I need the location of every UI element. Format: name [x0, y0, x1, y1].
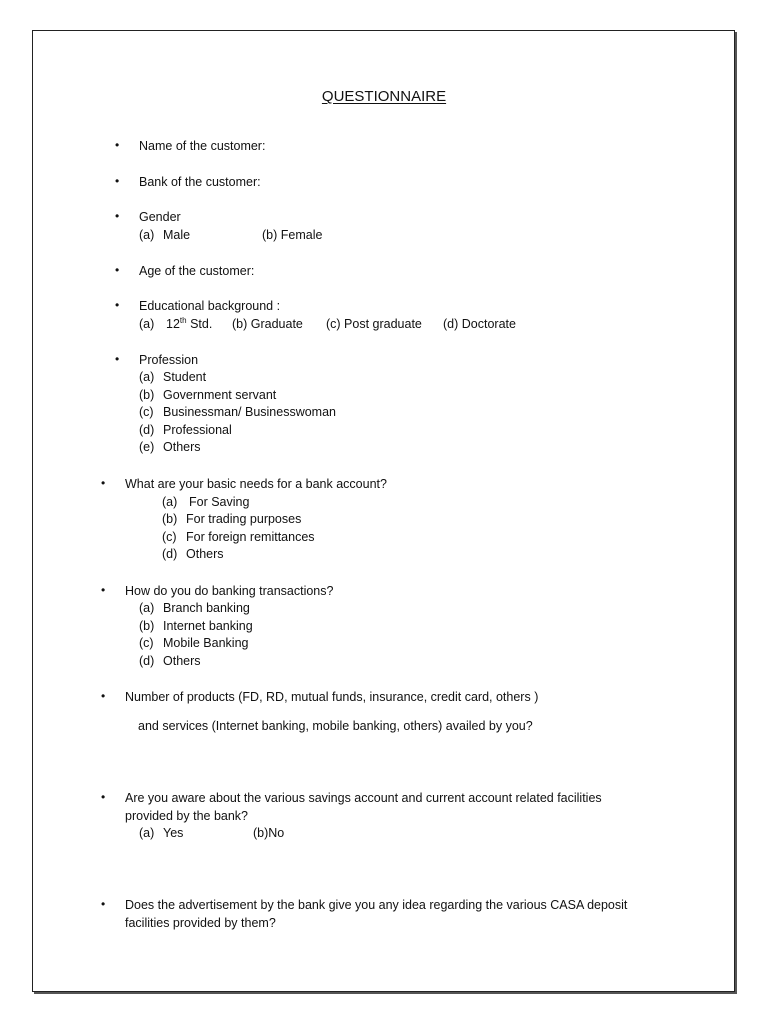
option-edu-12th: [139, 316, 212, 333]
option-text: For trading purposes: [186, 512, 302, 526]
option-text: Professional: [163, 423, 232, 437]
option-label: (a): [139, 317, 155, 331]
page-title: QUESTIONNAIRE: [321, 88, 447, 105]
option-label: (d): [139, 654, 155, 668]
option-text: 12: [166, 317, 180, 331]
question-gender: Gender: [139, 210, 181, 224]
bullet: •: [115, 298, 120, 312]
option-label: (a): [139, 228, 155, 242]
question-advertisement-line1: Does the advertisement by the bank give you any idea regarding the various CASA deposit: [125, 898, 628, 912]
option-text: Others: [163, 440, 201, 454]
question-transactions: How do you do banking transactions?: [125, 584, 334, 598]
bullet: •: [115, 263, 120, 277]
option-label: (b): [139, 388, 155, 402]
option-text: Government servant: [163, 388, 277, 402]
option-gender-female: (b) Female: [262, 228, 323, 242]
bullet: •: [101, 583, 106, 597]
question-age: Age of the customer:: [139, 264, 255, 278]
option-label: (b): [162, 512, 178, 526]
option-prof-others: [139, 439, 201, 456]
option-text: Businessman/ Businesswoman: [163, 405, 336, 419]
option-edu-graduate: (b) Graduate: [232, 317, 303, 331]
option-label: (a): [139, 601, 155, 615]
option-text: Branch banking: [163, 601, 250, 615]
option-label: (b): [139, 619, 155, 633]
option-label: (a): [162, 495, 178, 509]
option-superscript: th: [179, 315, 187, 325]
bullet: •: [115, 209, 120, 223]
bullet: •: [101, 897, 106, 911]
question-products-line1: Number of products (FD, RD, mutual funds, insurance, credit card, others ): [125, 690, 539, 704]
option-prof-business: [139, 404, 336, 421]
option-trans-mobile: [139, 635, 248, 652]
option-edu-doctorate: (d) Doctorate: [443, 317, 516, 331]
bullet: •: [101, 476, 106, 490]
bullet: •: [115, 174, 120, 188]
option-label: (c): [139, 405, 154, 419]
question-aware-line2: provided by the bank?: [125, 809, 249, 823]
question-needs: What are your basic needs for a bank account?: [125, 477, 387, 491]
option-prof-student: [139, 369, 206, 386]
question-aware-line1: Are you aware about the various savings account and current account related facilities: [125, 791, 602, 805]
option-text: Others: [186, 547, 224, 561]
option-label: (d): [139, 423, 155, 437]
option-needs-saving: [162, 494, 249, 511]
question-products-line2: and services (Internet banking, mobile banking, others) availed by you?: [138, 719, 533, 733]
option-text: Std.: [190, 317, 213, 331]
option-text: Internet banking: [163, 619, 253, 633]
option-needs-trading: [162, 511, 301, 528]
option-trans-internet: [139, 618, 253, 635]
option-edu-postgraduate: (c) Post graduate: [326, 317, 422, 331]
option-label: (c): [139, 636, 154, 650]
bullet: •: [115, 352, 120, 366]
option-text: Mobile Banking: [163, 636, 249, 650]
option-trans-others: [139, 653, 201, 670]
bullet: •: [101, 790, 106, 804]
option-label: (d): [162, 547, 178, 561]
option-text: Others: [163, 654, 201, 668]
option-text: For Saving: [189, 495, 250, 509]
page-frame: [32, 30, 735, 992]
option-text: Male: [163, 228, 191, 242]
option-label: (a): [139, 370, 155, 384]
option-needs-remittances: [162, 529, 315, 546]
question-bank: Bank of the customer:: [139, 175, 261, 189]
option-label: (a): [139, 826, 155, 840]
option-prof-government: [139, 387, 276, 404]
bullet: •: [115, 138, 120, 152]
option-text: For foreign remittances: [186, 530, 315, 544]
question-advertisement-line2: facilities provided by them?: [125, 916, 276, 930]
option-label: (e): [139, 440, 155, 454]
bullet: •: [101, 689, 106, 703]
option-aware-no: (b)No: [253, 826, 285, 840]
option-trans-branch: [139, 600, 250, 617]
option-prof-professional: [139, 422, 232, 439]
option-aware-yes: [139, 825, 183, 842]
option-needs-others: [162, 546, 224, 563]
option-text: Yes: [163, 826, 184, 840]
option-text: Student: [163, 370, 207, 384]
question-education: Educational background :: [139, 299, 281, 313]
option-label: (c): [162, 530, 177, 544]
question-name: Name of the customer:: [139, 139, 266, 153]
option-gender-male: [139, 227, 190, 244]
question-profession: Profession: [139, 353, 199, 367]
